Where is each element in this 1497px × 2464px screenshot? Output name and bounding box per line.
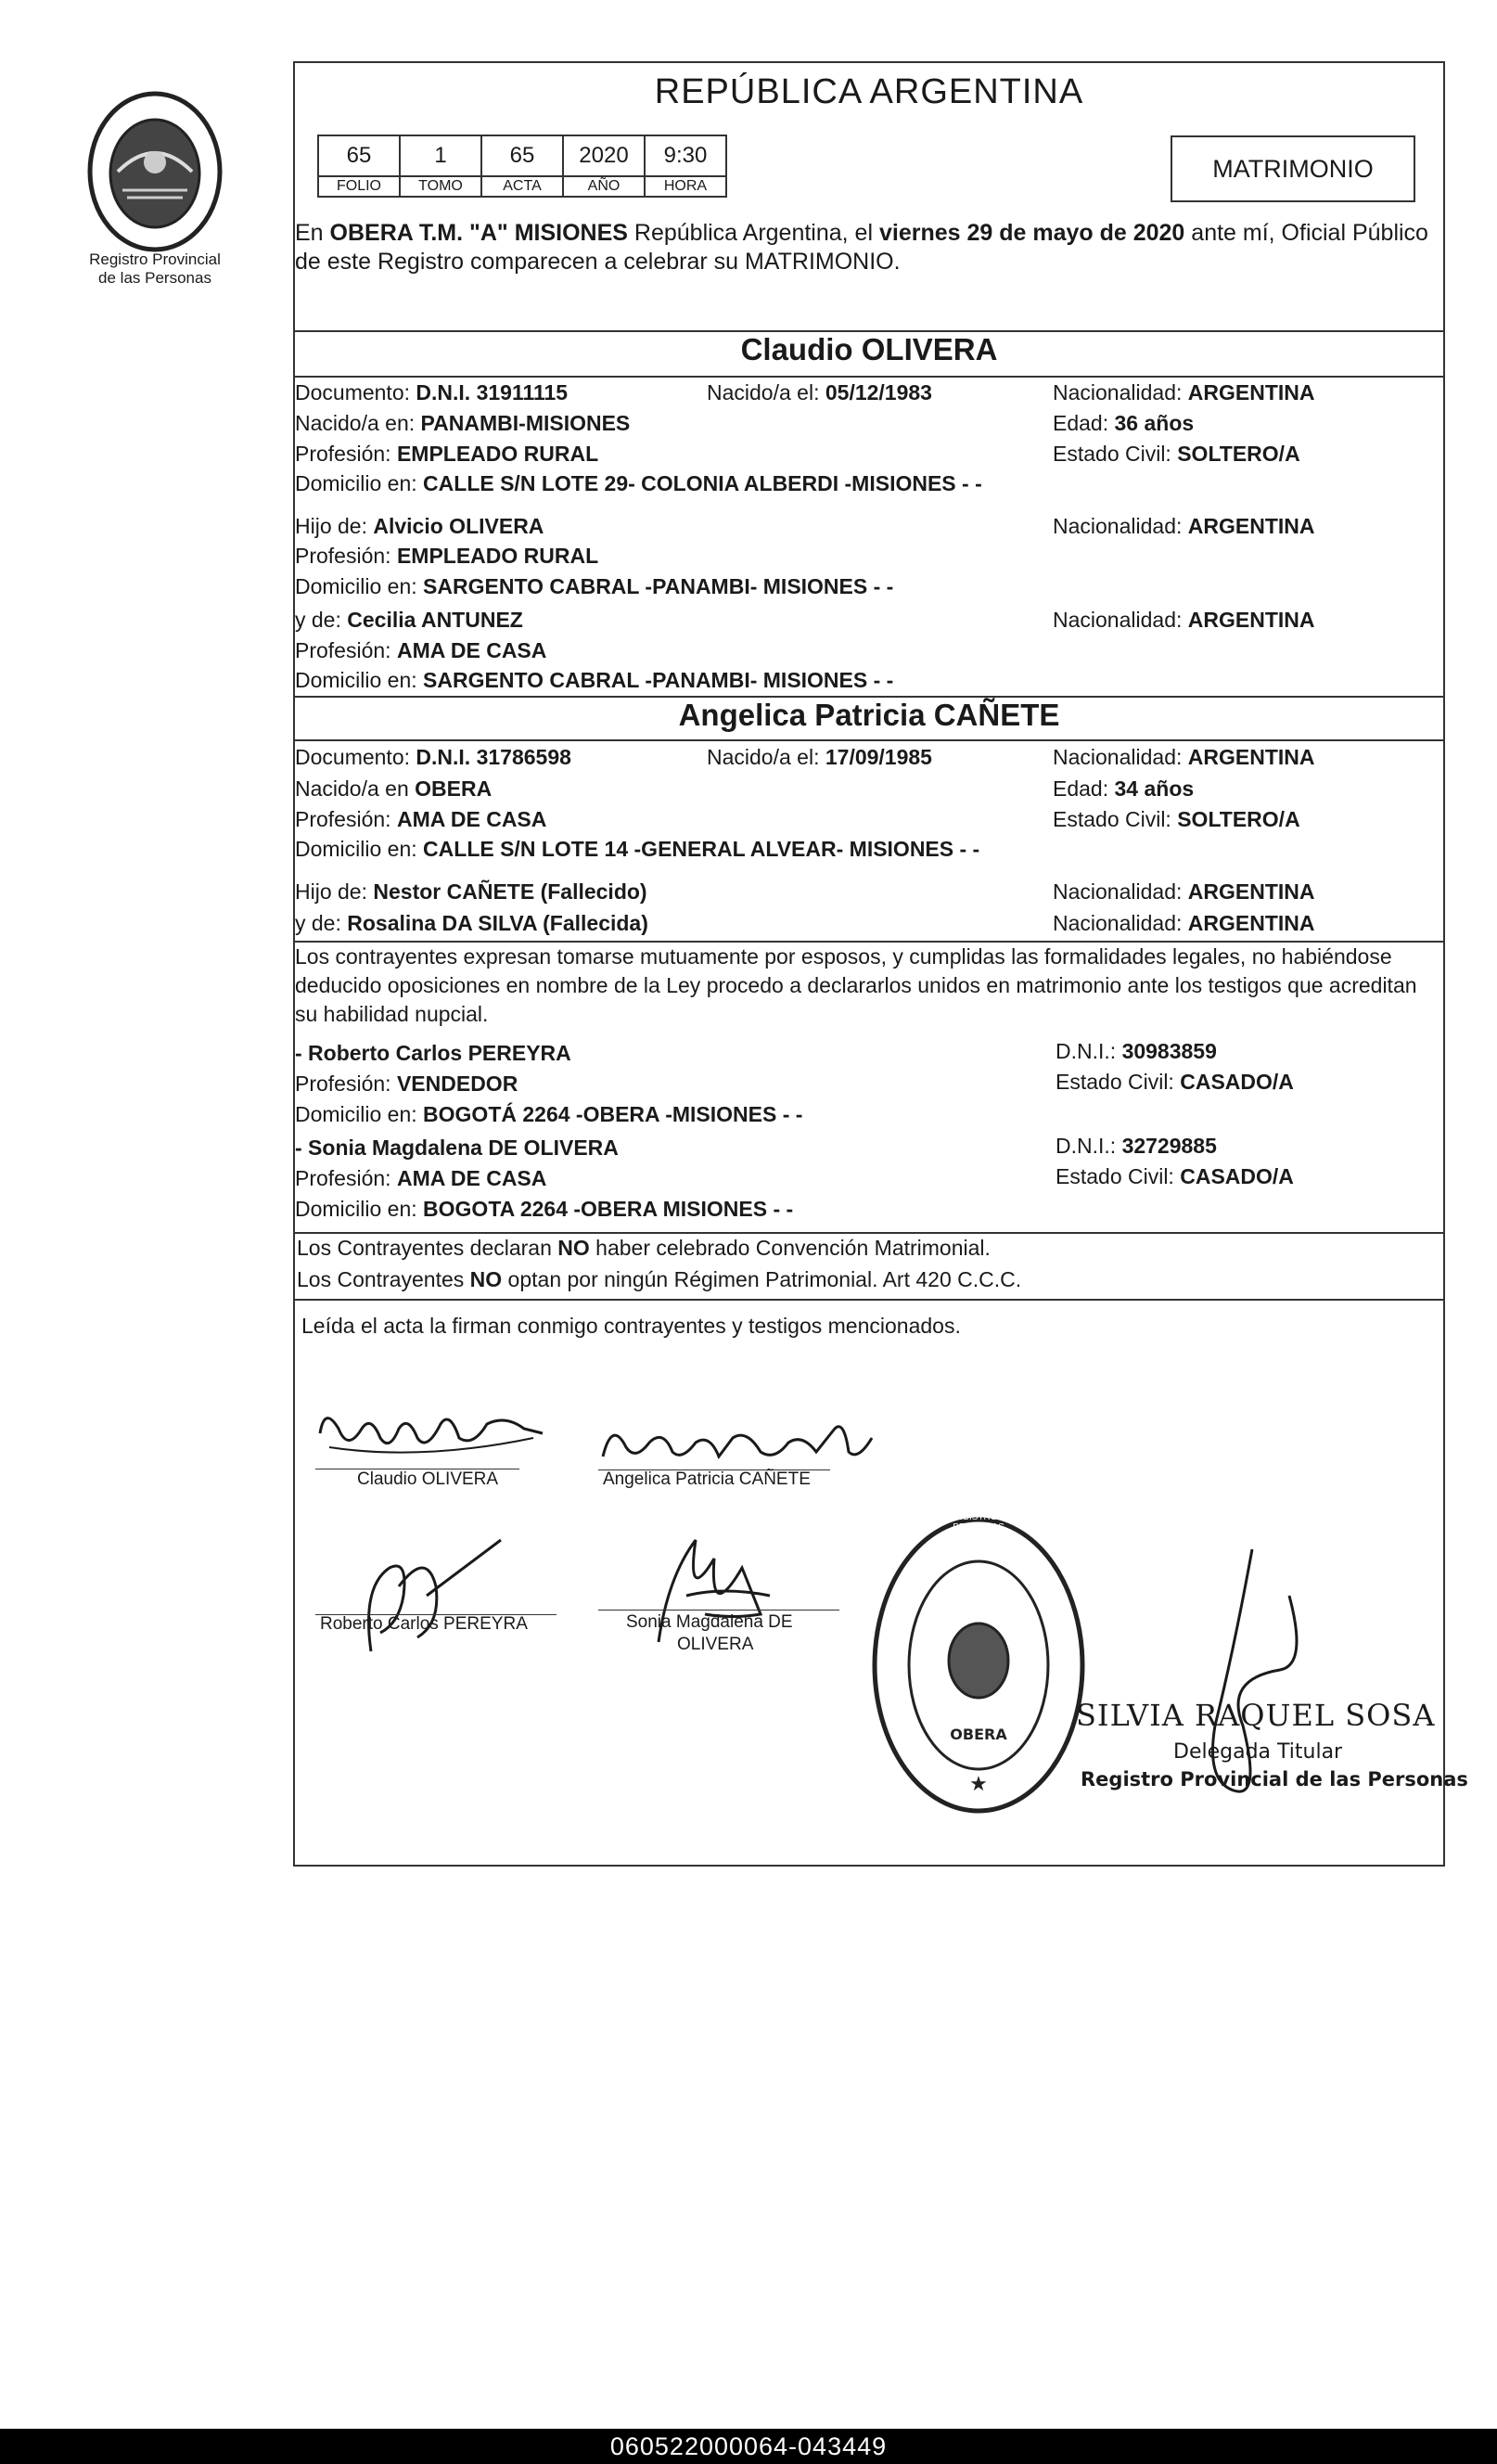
spouse1-mother: y de: Cecilia ANTUNEZ bbox=[295, 608, 523, 632]
hour-value: 9:30 bbox=[645, 135, 726, 176]
spouse1-birthdate: Nacido/a el: 05/12/1983 bbox=[707, 380, 932, 404]
folio-label: FOLIO bbox=[318, 176, 400, 197]
province-seal-logo bbox=[85, 88, 224, 255]
spouse1-address: Domicilio en: CALLE S/N LOTE 29- COLONIA ALBERDI -MISIONES - - bbox=[295, 471, 982, 495]
spouse2-profession: Profesión: AMA DE CASA bbox=[295, 807, 547, 831]
spouse1-mother-nationality: Nacionalidad: ARGENTINA bbox=[1053, 608, 1315, 632]
spouse2-birthdate: Nacido/a el: 17/09/1985 bbox=[707, 745, 932, 769]
witness2-address: Domicilio en: BOGOTA 2264 -OBERA MISIONES - - bbox=[295, 1197, 794, 1221]
spouse2-document: Documento: D.N.I. 31786598 bbox=[295, 745, 571, 769]
witness1-profession: Profesión: VENDEDOR bbox=[295, 1072, 518, 1096]
acta-label: ACTA bbox=[481, 176, 563, 197]
signature-line-4 bbox=[598, 1610, 839, 1611]
spouse1-father: Hijo de: Alvicio OLIVERA bbox=[295, 514, 544, 538]
spouse1-age: Edad: 36 años bbox=[1053, 411, 1195, 435]
witness1-civil-status: Estado Civil: CASADO/A bbox=[1056, 1070, 1294, 1094]
declaration-text: Los contrayentes expresan tomarse mutuamente por esposos, y cumplidas las formalidades legales, no habiéndose deducido oposiciones en nombre de la Ley procedo a declararlos unidos en matrimonio ante los testigos que acreditan su habilidad nupcial. bbox=[295, 944, 1417, 1026]
spouse2-mother-nationality: Nacionalidad: ARGENTINA bbox=[1053, 911, 1315, 935]
signature-claudio bbox=[311, 1396, 552, 1470]
spouse1-mother-address: Domicilio en: SARGENTO CABRAL -PANAMBI- MISIONES - - bbox=[295, 668, 894, 692]
hour-label: HORA bbox=[645, 176, 726, 197]
spouse2-birthplace: Nacido/a en OBERA bbox=[295, 776, 493, 801]
caption-line-2: de las Personas bbox=[98, 269, 211, 287]
witness2-profession: Profesión: AMA DE CASA bbox=[295, 1166, 547, 1190]
spouse1-name: Claudio OLIVERA bbox=[740, 332, 998, 366]
convention-line-1: Los Contrayentes declaran NO haber celebrado Convención Matrimonial. bbox=[297, 1236, 991, 1260]
spouse2-father-nationality: Nacionalidad: ARGENTINA bbox=[1053, 879, 1315, 904]
signature-angelica bbox=[594, 1410, 890, 1475]
witness1-name: - Roberto Carlos PEREYRA bbox=[295, 1041, 571, 1065]
signature-label-angelica: Angelica Patricia CAÑETE bbox=[603, 1469, 811, 1489]
official-organization: Registro Provincial de las Personas bbox=[1081, 1768, 1468, 1790]
spouse2-father: Hijo de: Nestor CAÑETE (Fallecido) bbox=[295, 879, 647, 904]
year-label: AÑO bbox=[563, 176, 645, 197]
act-type-box: MATRIMONIO bbox=[1171, 135, 1415, 202]
witness2-name: - Sonia Magdalena DE OLIVERA bbox=[295, 1136, 619, 1160]
folio-value: 65 bbox=[318, 135, 400, 176]
spouse2-civil-status: Estado Civil: SOLTERO/A bbox=[1053, 807, 1300, 831]
witness2-dni: D.N.I.: 32729885 bbox=[1056, 1134, 1217, 1158]
divider-spouse2-title bbox=[293, 739, 1445, 741]
official-seal-stamp bbox=[867, 1512, 1090, 1818]
spouse1-document: Documento: D.N.I. 31911115 bbox=[295, 380, 569, 404]
tomo-value: 1 bbox=[400, 135, 481, 176]
country-title: REPÚBLICA ARGENTINA bbox=[654, 72, 1084, 111]
spouse1-profession: Profesión: EMPLEADO RURAL bbox=[295, 442, 599, 466]
witness2-civil-status: Estado Civil: CASADO/A bbox=[1056, 1164, 1294, 1188]
spouse2-mother: y de: Rosalina DA SILVA (Fallecida) bbox=[295, 911, 648, 935]
seal-city-text: OBERA bbox=[950, 1726, 1007, 1743]
acta-value: 65 bbox=[481, 135, 563, 176]
spouse1-mother-profession: Profesión: AMA DE CASA bbox=[295, 638, 547, 662]
spouse2-address: Domicilio en: CALLE S/N LOTE 14 -GENERAL ALVEAR- MISIONES - - bbox=[295, 837, 980, 861]
witness1-dni: D.N.I.: 30983859 bbox=[1056, 1039, 1217, 1063]
record-index-table bbox=[317, 135, 727, 198]
spouse1-father-address: Domicilio en: SARGENTO CABRAL -PANAMBI- MISIONES - - bbox=[295, 574, 894, 598]
registry-caption bbox=[67, 250, 243, 288]
spouse2-age: Edad: 34 años bbox=[1053, 776, 1195, 801]
spouse1-civil-status: Estado Civil: SOLTERO/A bbox=[1053, 442, 1300, 466]
spouse1-birthplace: Nacido/a en: PANAMBI-MISIONES bbox=[295, 411, 631, 435]
official-name: SILVIA RAQUEL SOSA bbox=[1076, 1698, 1436, 1733]
spouse1-father-nationality: Nacionalidad: ARGENTINA bbox=[1053, 514, 1315, 538]
signature-label-roberto: Roberto Carlos PEREYRA bbox=[320, 1614, 528, 1634]
signature-label-sonia-2: OLIVERA bbox=[677, 1635, 754, 1654]
signature-label-claudio: Claudio OLIVERA bbox=[357, 1469, 499, 1489]
tomo-label: TOMO bbox=[400, 176, 481, 197]
seal-ring-text: DELEGACIÓN DEL REGISTRO PROVINCIAL DE LAS PERSONAS bbox=[865, 1512, 1092, 1533]
spouse1-nationality: Nacionalidad: ARGENTINA bbox=[1053, 380, 1315, 404]
spouse2-nationality: Nacionalidad: ARGENTINA bbox=[1053, 745, 1315, 769]
intro-paragraph: En OBERA T.M. "A" MISIONES República Argentina, el viernes 29 de mayo de 2020 ante mí, Oficial Público de este Registro comparecen a celebrar su MATRIMONIO. bbox=[295, 220, 1428, 275]
spouse1-father-profession: Profesión: EMPLEADO RURAL bbox=[295, 544, 599, 568]
signature-roberto bbox=[334, 1531, 519, 1661]
witness1-address: Domicilio en: BOGOTÁ 2264 -OBERA -MISIONES - - bbox=[295, 1102, 803, 1126]
divider-reading bbox=[293, 1299, 1445, 1301]
convention-line-2: Los Contrayentes NO optan por ningún Régimen Patrimonial. Art 420 C.C.C. bbox=[297, 1267, 1022, 1291]
caption-line-1: Registro Provincial bbox=[89, 250, 221, 268]
divider-spouse1-title bbox=[293, 376, 1445, 378]
svg-text:★: ★ bbox=[969, 1772, 988, 1795]
year-value: 2020 bbox=[563, 135, 645, 176]
signature-label-sonia-1: Sonia Magdalena DE bbox=[626, 1612, 793, 1632]
document-barcode-id: 060522000064-043449 bbox=[0, 2429, 1497, 2464]
spouse2-name: Angelica Patricia CAÑETE bbox=[678, 698, 1060, 732]
official-title: Delegada Titular bbox=[1173, 1740, 1343, 1764]
reading-statement: Leída el acta la firman conmigo contrayentes y testigos mencionados. bbox=[301, 1314, 961, 1338]
